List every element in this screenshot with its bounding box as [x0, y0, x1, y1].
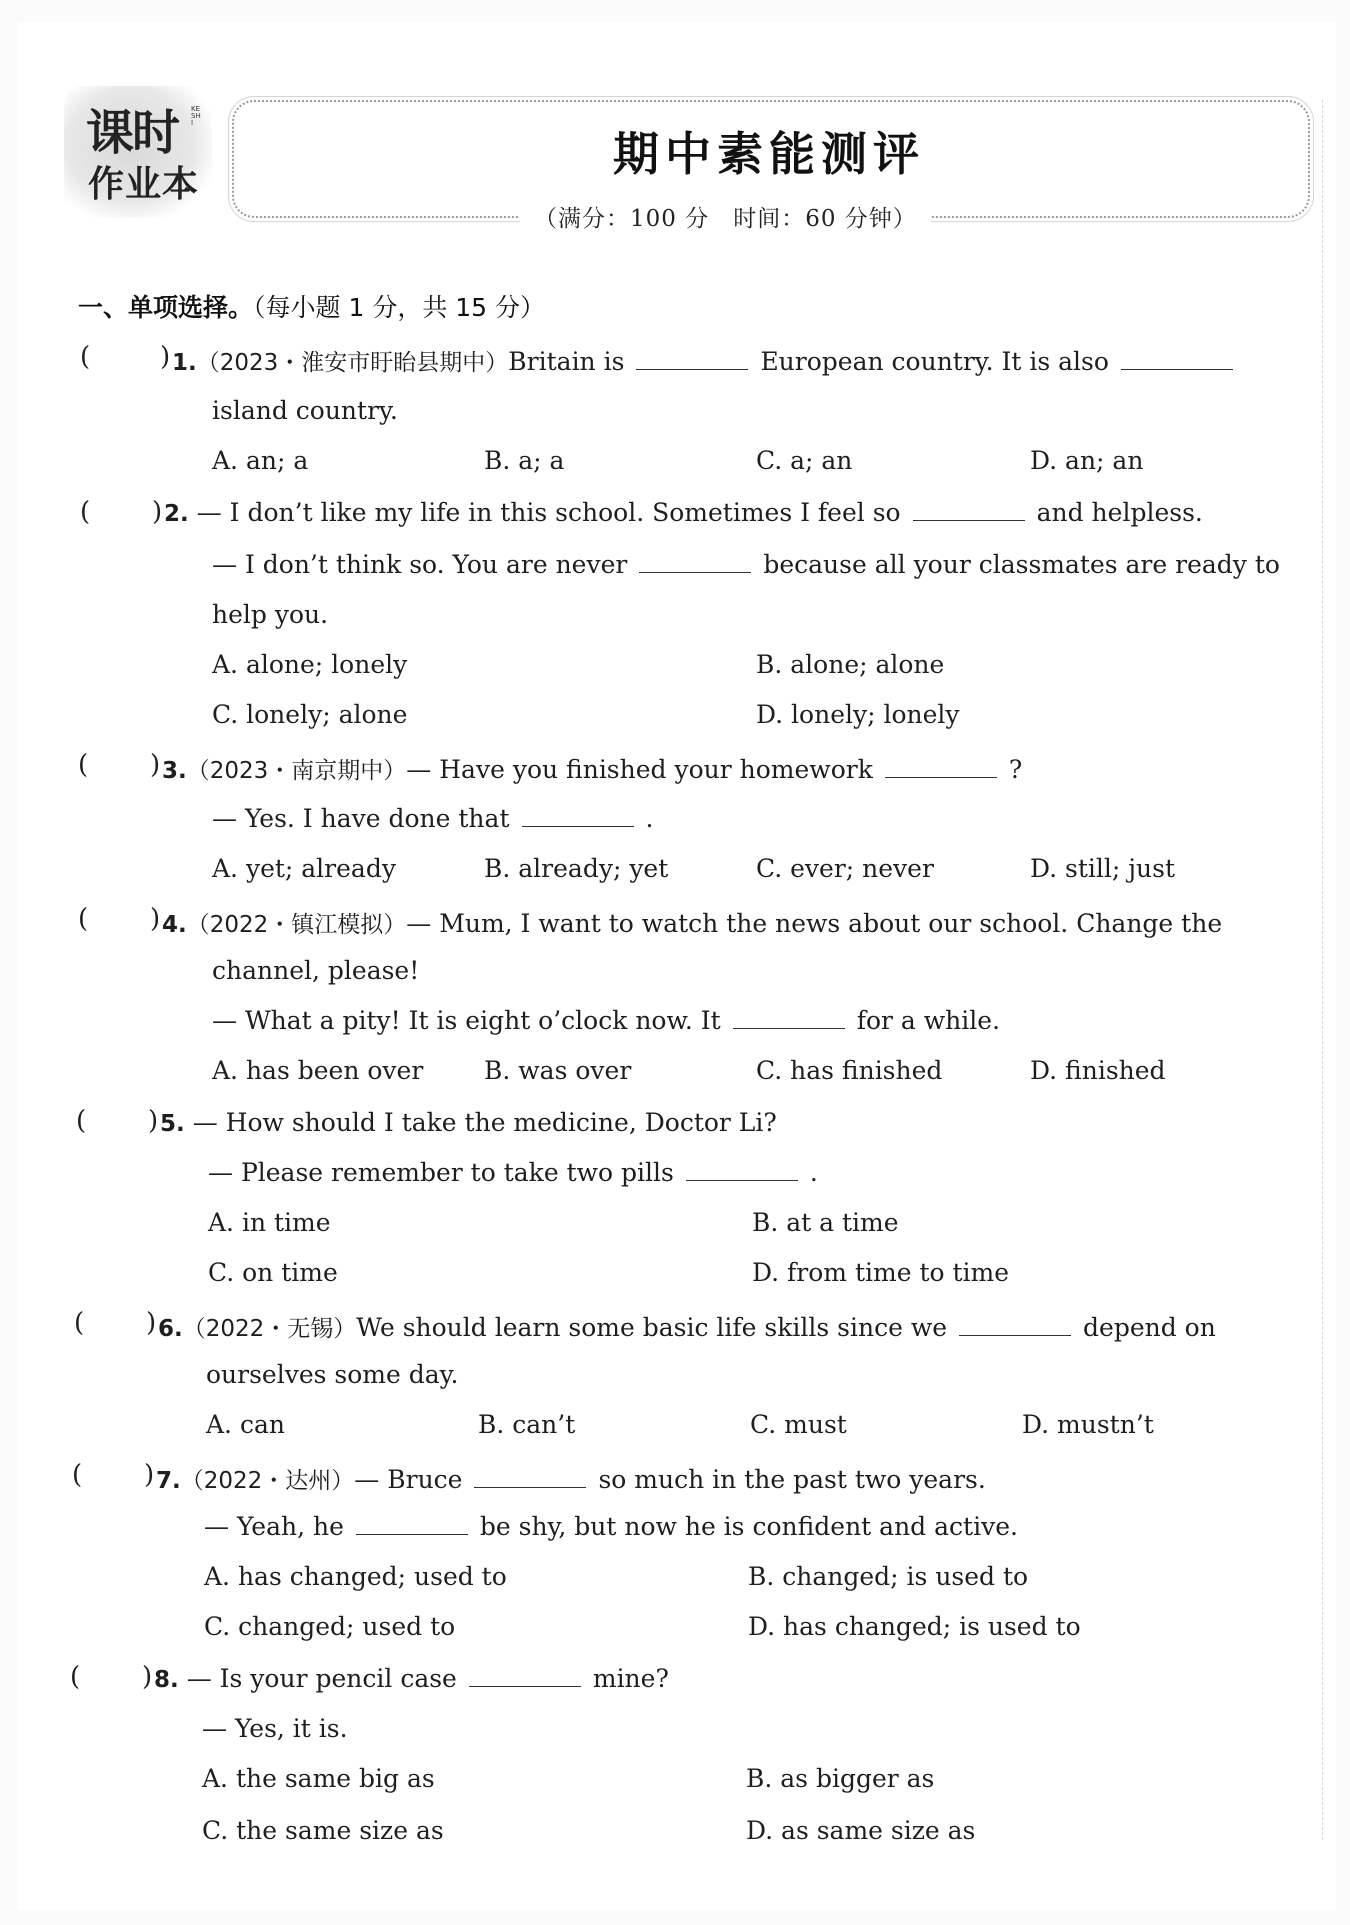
page-title: 期中素能测评 [613, 127, 925, 181]
question-stem [156, 1462, 986, 1495]
answer-paren-close[interactable]: ) [142, 1662, 153, 1692]
stem-text: — Mum, I want to watch the news about our school. Change the [406, 909, 1223, 938]
question-number: 3. [162, 758, 187, 784]
page-edge-divider [1322, 100, 1323, 1840]
option-c[interactable]: C. on time [208, 1258, 338, 1287]
stem-continuation: channel, please! [212, 956, 420, 985]
option-d[interactable]: D. still; just [1030, 854, 1176, 883]
stem-text: — Is your pencil case [186, 1664, 457, 1693]
answer-paren-open[interactable]: ( [80, 342, 91, 372]
question-stem [154, 1664, 669, 1693]
option-a[interactable]: A. has changed; used to [204, 1562, 507, 1591]
answer-paren-close[interactable]: ) [144, 1460, 155, 1490]
stem-text: — Yes. I have done that [212, 804, 510, 833]
section-title: 一、单项选择。 [78, 293, 254, 322]
stem-line [212, 1006, 1000, 1035]
option-c[interactable]: C. lonely; alone [212, 700, 408, 729]
question-stem [162, 906, 1222, 939]
answer-blank[interactable] [1121, 347, 1233, 370]
answer-paren-open[interactable]: ( [74, 1308, 85, 1338]
option-d[interactable]: D. has changed; is used to [748, 1612, 1081, 1641]
question-number: 6. [158, 1316, 183, 1342]
section-heading [78, 288, 545, 324]
stem-text: — I don’t think so. You are never [212, 550, 628, 579]
option-b[interactable]: B. as bigger as [746, 1764, 935, 1793]
option-a[interactable]: A. has been over [212, 1056, 424, 1085]
option-d[interactable]: D. from time to time [752, 1258, 1010, 1287]
question-stem [158, 1310, 1216, 1343]
answer-blank[interactable] [733, 1006, 845, 1029]
question-stem [172, 344, 1245, 377]
answer-paren-close[interactable]: ) [148, 1106, 159, 1136]
option-d[interactable]: D. lonely; lonely [756, 700, 960, 729]
stem-line [212, 804, 653, 833]
answer-blank[interactable] [469, 1664, 581, 1687]
stem-line [204, 1512, 1018, 1541]
answer-blank[interactable] [885, 755, 997, 778]
logo-bottom-text: 作业本 [88, 164, 200, 205]
stem-text: ? [1008, 755, 1023, 784]
option-b[interactable]: B. changed; is used to [748, 1562, 1029, 1591]
option-d[interactable]: D. an; an [1030, 446, 1144, 475]
answer-paren-close[interactable]: ) [160, 342, 171, 372]
question-number: 1. [172, 350, 197, 376]
stem-text: — How should I take the medicine, Doctor Li? [192, 1108, 777, 1137]
question-number: 8. [154, 1667, 179, 1693]
option-c[interactable]: C. ever; never [756, 854, 934, 883]
question-source: （2022・镇江模拟） [186, 912, 407, 938]
answer-paren-close[interactable]: ) [150, 904, 161, 934]
question-source: （2023・南京期中） [186, 758, 407, 784]
stem-continuation: island country. [212, 396, 398, 425]
option-c[interactable]: C. has finished [756, 1056, 943, 1085]
question-number: 2. [164, 501, 189, 527]
option-a[interactable]: A. in time [208, 1208, 331, 1237]
logo-top-text: 课时 [86, 105, 179, 161]
option-b[interactable]: B. was over [484, 1056, 632, 1085]
answer-blank[interactable] [636, 347, 748, 370]
stem-text: — Bruce [354, 1465, 463, 1494]
question-number: 4. [162, 912, 187, 938]
stem-continuation: help you. [212, 600, 329, 629]
answer-blank[interactable] [686, 1158, 798, 1181]
answer-paren-open[interactable]: ( [70, 1662, 81, 1692]
stem-text: because all your classmates are ready to [763, 550, 1280, 579]
question-stem [160, 1108, 777, 1137]
answer-paren-close[interactable]: ) [146, 1308, 157, 1338]
stem-line [208, 1158, 818, 1187]
answer-blank[interactable] [959, 1313, 1071, 1336]
logo-side-text: KESHI [191, 105, 201, 127]
option-c[interactable]: C. the same size as [202, 1816, 444, 1845]
answer-paren-open[interactable]: ( [80, 497, 91, 527]
stem-text: — Have you finished your homework [406, 755, 873, 784]
option-b[interactable]: B. already; yet [484, 854, 669, 883]
answer-paren-open[interactable]: ( [72, 1460, 83, 1490]
stem-text: and helpless. [1036, 498, 1203, 527]
answer-blank[interactable] [913, 498, 1025, 521]
option-b[interactable]: B. alone; alone [756, 650, 945, 679]
question-stem [164, 498, 1203, 527]
option-d[interactable]: D. mustn’t [1022, 1410, 1154, 1439]
stem-text: depend on [1083, 1313, 1216, 1342]
option-b[interactable]: B. a; a [484, 446, 565, 475]
stem-text: . [645, 804, 654, 833]
answer-paren-open[interactable]: ( [78, 750, 89, 780]
stem-continuation: — Yes, it is. [202, 1714, 348, 1743]
stem-text: — What a pity! It is eight o’clock now. It [212, 1006, 721, 1035]
question-number: 7. [156, 1468, 181, 1494]
answer-blank[interactable] [639, 550, 751, 573]
question-stem [162, 752, 1022, 785]
answer-blank[interactable] [474, 1465, 586, 1488]
stem-text: — I don’t like my life in this school. Sometimes I feel so [196, 498, 901, 527]
stem-text: We should learn some basic life skills since we [356, 1313, 948, 1342]
answer-paren-close[interactable]: ) [152, 497, 163, 527]
option-c[interactable]: C. changed; used to [204, 1612, 456, 1641]
stem-text: for a while. [856, 1006, 1001, 1035]
answer-paren-open[interactable]: ( [76, 1106, 87, 1136]
section-note: （每小题 1 分，共 15 分） [253, 293, 546, 322]
stem-text: — Yeah, he [204, 1512, 344, 1541]
stem-text: — Please remember to take two pills [208, 1158, 674, 1187]
answer-paren-open[interactable]: ( [78, 904, 89, 934]
option-a[interactable]: A. alone; lonely [212, 650, 408, 679]
option-a[interactable]: A. can [206, 1410, 285, 1439]
stem-text: mine? [592, 1664, 669, 1693]
stem-text: European country. It is also [760, 347, 1109, 376]
option-b[interactable]: B. can’t [478, 1410, 576, 1439]
stem-text: be shy, but now he is confident and active. [479, 1512, 1018, 1541]
book-logo [64, 86, 212, 218]
stem-text: Britain is [508, 347, 625, 376]
stem-line [212, 550, 1280, 579]
question-source: （2022・达州） [180, 1468, 355, 1494]
option-c[interactable]: C. a; an [756, 446, 853, 475]
answer-blank[interactable] [356, 1512, 468, 1535]
question-number: 5. [160, 1111, 185, 1137]
option-a[interactable]: A. the same big as [202, 1764, 435, 1793]
question-source: （2023・淮安市盱眙县期中） [196, 350, 509, 376]
score-time-info: （满分：100 分 时间：60 分钟） [520, 200, 931, 233]
option-c[interactable]: C. must [750, 1410, 847, 1439]
question-source: （2022・无锡） [182, 1316, 357, 1342]
answer-blank[interactable] [522, 804, 634, 827]
stem-continuation: ourselves some day. [206, 1360, 459, 1389]
answer-paren-close[interactable]: ) [150, 750, 161, 780]
option-d[interactable]: D. finished [1030, 1056, 1166, 1085]
option-d[interactable]: D. as same size as [746, 1816, 976, 1845]
option-a[interactable]: A. yet; already [212, 854, 396, 883]
stem-text: so much in the past two years. [598, 1465, 986, 1494]
option-a[interactable]: A. an; a [212, 446, 309, 475]
option-b[interactable]: B. at a time [752, 1208, 899, 1237]
stem-text: . [809, 1158, 818, 1187]
